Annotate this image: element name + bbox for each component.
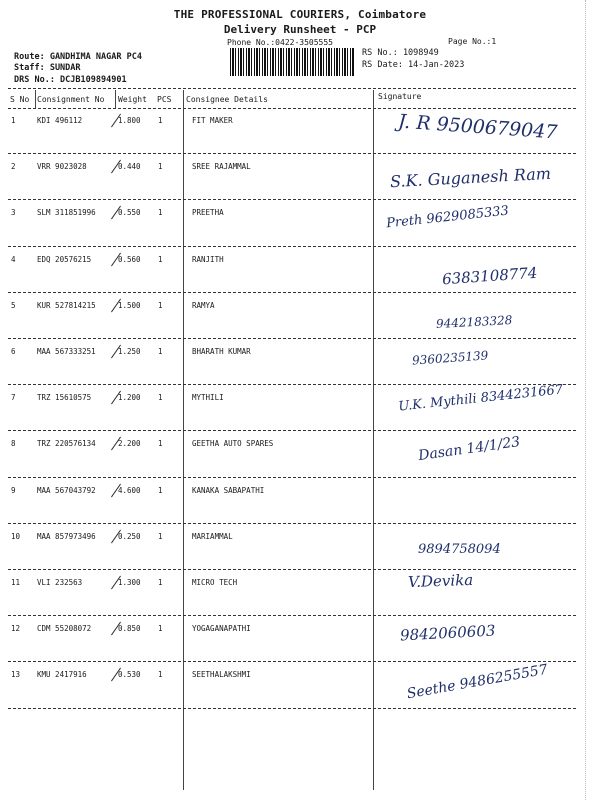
row-rule xyxy=(8,569,576,570)
row-consignment: MAA 567333251 xyxy=(37,347,96,356)
row-weight: 0.850 xyxy=(118,624,141,634)
col-pcs: PCS xyxy=(157,95,172,104)
route-label: Route: GANDHIMA NAGAR PC4 xyxy=(14,52,142,62)
row-consignment: VRR 9023028 xyxy=(37,162,87,172)
recipient-signature: 9360235139 xyxy=(411,348,489,368)
row-pcs: 1 xyxy=(158,485,163,495)
col-divider xyxy=(183,90,184,790)
row-rule xyxy=(8,384,576,385)
recipient-signature: U.K. Mythili 8344231667 xyxy=(397,382,564,415)
row-weight: 0.440 xyxy=(118,162,141,172)
row-consignment: CDM 55208072 xyxy=(37,624,92,634)
row-sno: 3 xyxy=(11,208,16,218)
col-divider xyxy=(35,90,36,108)
row-rule xyxy=(8,430,576,431)
row-weight: 0.530 xyxy=(118,670,141,680)
row-consignee: KANAKA SABAPATHI xyxy=(192,485,265,495)
row-consignment: SLM 311851996 xyxy=(37,208,96,218)
row-consignment: TRZ 220576134 xyxy=(37,439,96,449)
row-rule xyxy=(8,338,576,339)
row-pcs: 1 xyxy=(158,670,163,680)
header-top-rule xyxy=(8,88,576,89)
page-number: Page No.:1 xyxy=(448,37,497,46)
row-weight: 1.200 xyxy=(118,393,141,403)
runsheet-title: Delivery Runsheet - PCP xyxy=(223,23,377,36)
row-sno: 8 xyxy=(11,439,16,449)
row-consignee: MYTHILI xyxy=(192,393,224,403)
row-sno: 7 xyxy=(11,393,16,403)
row-sno: 10 xyxy=(11,531,21,541)
row-consignment: VLI 232563 xyxy=(37,578,83,587)
col-divider xyxy=(373,90,374,790)
row-consignee: PREETHA xyxy=(192,208,224,218)
row-weight: 4.600 xyxy=(118,485,141,495)
row-consignment: MAA 857973496 xyxy=(37,531,96,541)
row-weight: 0.560 xyxy=(118,254,141,264)
row-consignment: TRZ 15610575 xyxy=(37,393,92,403)
row-weight: 1.300 xyxy=(118,578,141,587)
row-pcs: 1 xyxy=(158,300,163,310)
row-weight: 0.550 xyxy=(118,208,141,218)
recipient-signature: J. R 9500679047 xyxy=(397,110,559,144)
row-sno: 9 xyxy=(11,485,16,495)
row-sno: 1 xyxy=(11,116,16,125)
row-rule xyxy=(8,199,576,200)
recipient-signature: S.K. Guganesh Ram xyxy=(389,163,552,192)
row-consignment: MAA 567043792 xyxy=(37,485,96,495)
row-consignee: SEETHALAKSHMI xyxy=(192,670,251,680)
rs-number: RS No.: 1098949 xyxy=(362,48,439,58)
row-pcs: 1 xyxy=(158,347,163,356)
company-name: THE PROFESSIONAL COURIERS, Coimbatore xyxy=(173,8,427,21)
row-consignee: MARIAMMAL xyxy=(192,531,233,541)
row-pcs: 1 xyxy=(158,254,163,264)
row-pcs: 1 xyxy=(158,578,163,587)
row-consignment: KUR 527814215 xyxy=(37,300,96,310)
row-consignee: RANJITH xyxy=(192,254,224,264)
row-pcs: 1 xyxy=(158,116,163,125)
row-rule xyxy=(8,708,576,709)
col-signature: Signature xyxy=(378,92,422,101)
row-consignee: GEETHA AUTO SPARES xyxy=(192,439,274,449)
col-sno: S No xyxy=(10,95,30,104)
row-pcs: 1 xyxy=(158,393,163,403)
recipient-signature: Dasan 14/1/23 xyxy=(417,434,522,465)
row-weight: 1.500 xyxy=(118,300,141,310)
row-weight: 0.250 xyxy=(118,531,141,541)
recipient-signature: Seethe 9486255557 xyxy=(405,662,549,703)
col-consignee: Consignee Details xyxy=(186,95,268,104)
page-edge xyxy=(585,0,592,800)
barcode xyxy=(230,48,355,76)
row-sno: 5 xyxy=(11,300,16,310)
row-consignee: SREE RAJAMMAL xyxy=(192,162,251,172)
row-pcs: 1 xyxy=(158,208,163,218)
row-rule xyxy=(8,292,576,293)
drs-number: DRS No.: DCJB109894901 xyxy=(14,75,127,85)
row-pcs: 1 xyxy=(158,162,163,172)
row-consignee: RAMYA xyxy=(192,300,215,310)
row-sno: 13 xyxy=(11,670,21,680)
recipient-signature: 6383108774 xyxy=(441,263,538,288)
row-consignee: MICRO TECH xyxy=(192,578,238,587)
recipient-signature: 9842060603 xyxy=(399,621,496,645)
col-consignment: Consignment No xyxy=(37,95,105,104)
recipient-signature: Preth 9629085333 xyxy=(385,203,510,232)
row-rule xyxy=(8,477,576,478)
row-rule xyxy=(8,153,576,154)
row-sno: 12 xyxy=(11,624,21,634)
row-consignment: KMU 2417916 xyxy=(37,670,87,680)
recipient-signature: 9894758094 xyxy=(418,541,501,557)
row-sno: 11 xyxy=(11,578,21,587)
row-consignee: BHARATH KUMAR xyxy=(192,347,251,356)
col-divider xyxy=(115,90,116,108)
phone-number: Phone No.:0422-3505555 xyxy=(227,38,333,47)
row-pcs: 1 xyxy=(158,439,163,449)
col-weight: Weight xyxy=(118,95,147,104)
row-pcs: 1 xyxy=(158,624,163,634)
staff-label: Staff: SUNDAR xyxy=(14,63,81,73)
row-rule xyxy=(8,523,576,524)
row-consignment: EDQ 20576215 xyxy=(37,254,92,264)
row-consignee: FIT MAKER xyxy=(192,116,233,125)
row-weight: 1.250 xyxy=(118,347,141,356)
row-rule xyxy=(8,661,576,662)
recipient-signature: 9442183328 xyxy=(435,312,513,331)
row-weight: 2.200 xyxy=(118,439,141,449)
row-rule xyxy=(8,246,576,247)
recipient-signature: V.Devika xyxy=(407,570,474,592)
row-consignment: KDI 496112 xyxy=(37,116,83,125)
row-weight: 1.800 xyxy=(118,116,141,125)
row-rule xyxy=(8,615,576,616)
row-consignee: YOGAGANAPATHI xyxy=(192,624,251,634)
row-sno: 6 xyxy=(11,347,16,356)
rs-date: RS Date: 14-Jan-2023 xyxy=(362,60,465,70)
row-sno: 4 xyxy=(11,254,16,264)
row-sno: 2 xyxy=(11,162,16,172)
row-pcs: 1 xyxy=(158,531,163,541)
header-bottom-rule xyxy=(8,108,576,109)
